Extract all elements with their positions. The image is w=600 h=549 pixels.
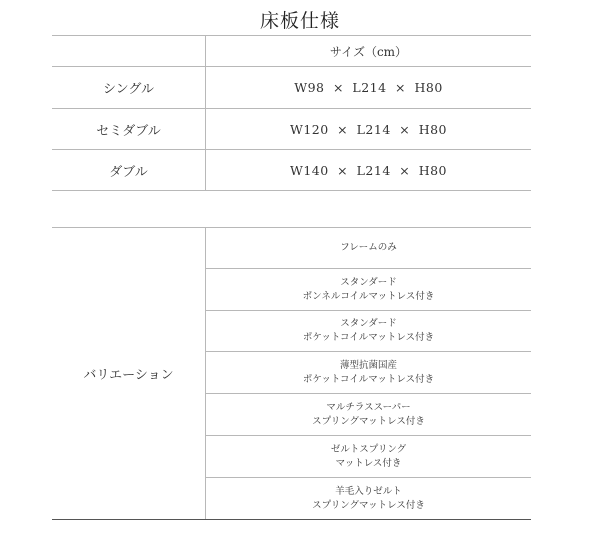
variation-item-line1: スタンダード (340, 276, 397, 288)
page-title: 床板仕様 (259, 10, 340, 32)
variation-item (206, 311, 531, 351)
variation-item (206, 352, 531, 393)
variation-item (206, 436, 531, 477)
variation-item-line2: スプリングマットレス付き (312, 415, 425, 427)
variation-item (206, 269, 531, 310)
variation-item-line2: ボンネルコイルマットレス付き (302, 290, 435, 302)
size-row-value: W140 × L214 × H80 (289, 162, 447, 178)
variation-item-line1: 羊毛入りゼルト (335, 485, 402, 497)
size-row-value: W120 × L214 × H80 (289, 121, 447, 137)
size-row-label: シングル (102, 82, 155, 97)
variation-item (206, 478, 531, 519)
size-row-label: セミダブル (96, 123, 161, 139)
variation-item (206, 228, 531, 268)
variation-item-line2: ポケットコイルマットレス付き (302, 332, 435, 343)
variation-item-line2: ポケットコイルマットレス付き (302, 373, 435, 385)
variation-item-line1: フレームのみ (340, 242, 397, 253)
variation-item-line1: マルチラススーパー (326, 401, 411, 413)
size-row-label: ダブル (109, 164, 148, 180)
variation-item-line1: スタンダード (340, 318, 397, 329)
table-divider (52, 519, 531, 520)
variation-label: バリエーション (83, 368, 174, 383)
table-divider (52, 190, 531, 191)
size-column-header: サイズ（cm） (329, 44, 408, 59)
variation-item-line1: 薄型抗菌国産 (339, 359, 397, 371)
variation-item (206, 394, 531, 435)
variation-item-line1: ゼルトスプリング (330, 443, 407, 455)
variation-item-line2: マットレス付き (335, 457, 402, 469)
size-row-value: W98 × L214 × H80 (294, 80, 443, 95)
variation-item-line2: スプリングマットレス付き (312, 499, 425, 511)
